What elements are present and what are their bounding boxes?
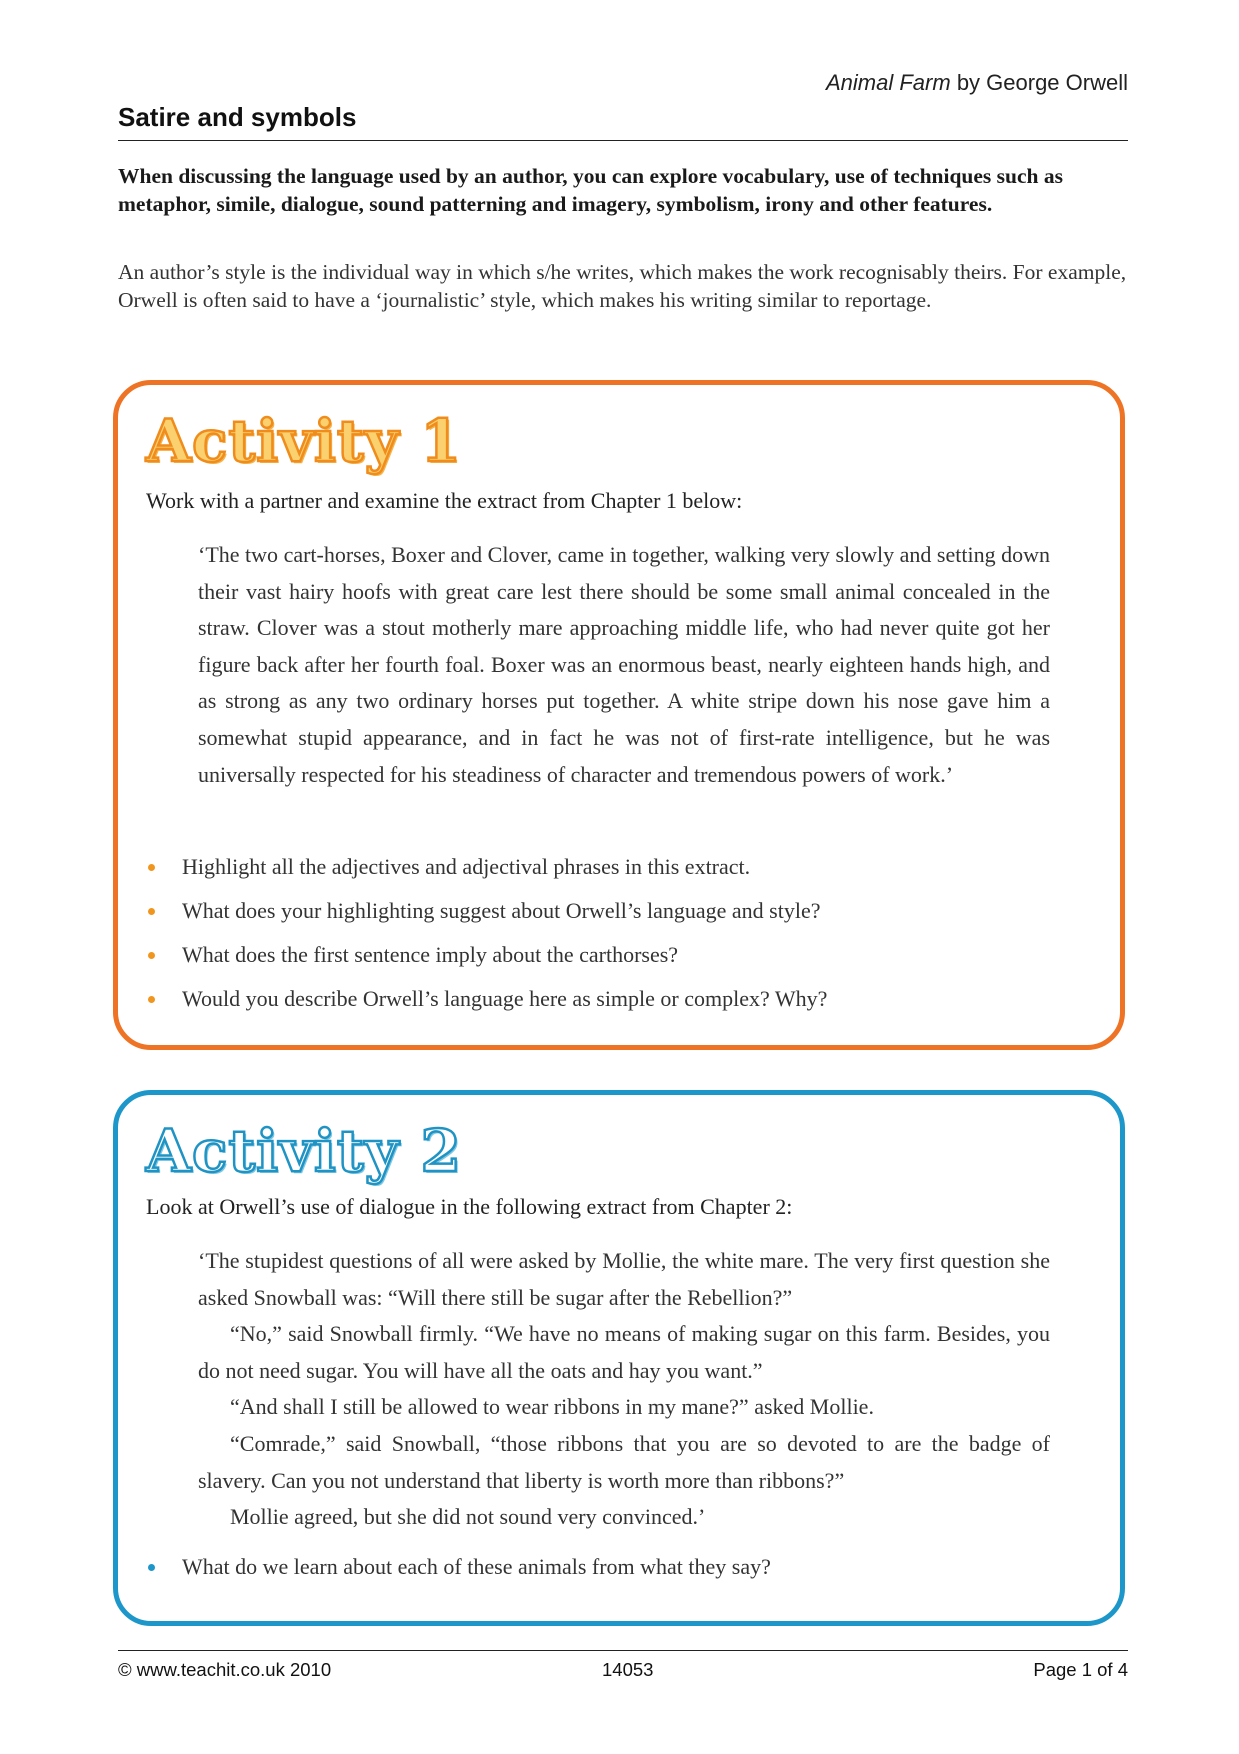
document-footer xyxy=(118,1650,1128,1691)
question-item xyxy=(146,985,827,1013)
intro-bold-paragraph: When discussing the language used by an author, you can explore vocabulary, use of techniques such as metaphor, simile, dialogue, sound patterning and imagery, symbolism, irony and other features. xyxy=(118,164,1063,216)
intro-paragraph: An author’s style is the individual way in which s/he writes, which makes the work recognisably theirs. For example, Orwell is often said to have a ‘journalistic’ style, which makes his writing similar to reportage. xyxy=(118,260,1127,312)
activity-1-extract xyxy=(198,537,1050,793)
question-text: What do we learn about each of these animals from what they say? xyxy=(182,1554,771,1579)
activity-2-box xyxy=(113,1090,1125,1626)
activity-1-questions xyxy=(146,853,827,1029)
document-header xyxy=(118,70,1128,141)
activity-2-heading: Activity 2 xyxy=(146,1117,462,1185)
extract-paragraph: “And shall I still be allowed to wear ribbons in my mane?” asked Mollie. xyxy=(230,1394,874,1420)
bullet-icon xyxy=(148,864,155,871)
book-title: Animal Farm xyxy=(826,70,951,95)
copyright-text: © www.teachit.co.uk 2010 xyxy=(118,1659,332,1680)
activity-2-questions xyxy=(146,1553,771,1597)
question-item xyxy=(146,853,827,881)
book-reference xyxy=(826,70,1128,96)
extract-paragraph: ‘The two cart-horses, Boxer and Clover, came in together, walking very slowly and setting down their vast hairy hoofs with great care lest there should be some small animal concealed in the straw. Clover was a stout motherly mare approaching middle life, who had never quite got her figure back after her fourth foal. Boxer was an enormous beast, nearly eighteen hands high, and as strong as any two ordinary horses put together. A white stripe down his nose gave him a somewhat stupid appearance, and in fact he was not of first-rate intelligence, but he was universally respected for his steadiness of character and tremendous powers of work.’ xyxy=(198,542,1050,787)
resource-code: 14053 xyxy=(602,1659,654,1680)
extract-paragraph: “No,” said Snowball firmly. “We have no means of making sugar on this farm. Besides, you do not need sugar. You will have all the oats and hay you want.” xyxy=(198,1321,1050,1383)
bullet-icon xyxy=(148,908,155,915)
bullet-icon xyxy=(148,952,155,959)
question-item xyxy=(146,897,827,925)
activity-1-instruction: Work with a partner and examine the extract from Chapter 1 below: xyxy=(146,488,743,513)
extract-paragraph: ‘The stupidest questions of all were asked by Mollie, the white mare. The very first question she asked Snowball was: “Will there still be sugar after the Rebellion?” xyxy=(198,1248,1050,1310)
question-text: What does the first sentence imply about the carthorses? xyxy=(182,942,679,967)
bullet-icon xyxy=(148,996,155,1003)
question-item xyxy=(146,941,827,969)
extract-paragraph: “Comrade,” said Snowball, “those ribbons that you are so devoted to are the badge of slavery. Can you not understand that liberty is worth more than ribbons?” xyxy=(198,1430,1050,1493)
activity-2-extract xyxy=(198,1243,1050,1536)
activity-2-instruction: Look at Orwell’s use of dialogue in the following extract from Chapter 2: xyxy=(146,1194,793,1219)
book-author: by George Orwell xyxy=(956,70,1128,95)
question-text: Would you describe Orwell’s language here as simple or complex? Why? xyxy=(182,986,828,1011)
page-number: Page 1 of 4 xyxy=(1033,1659,1128,1680)
question-text: Highlight all the adjectives and adjectival phrases in this extract. xyxy=(182,854,751,879)
question-item xyxy=(146,1553,771,1581)
activity-1-box xyxy=(113,380,1125,1050)
activity-1-heading: Activity 1 xyxy=(146,407,462,475)
question-text: What does your highlighting suggest about Orwell’s language and style? xyxy=(182,898,821,923)
bullet-icon xyxy=(148,1564,155,1571)
page-title: Satire and symbols xyxy=(118,102,357,132)
extract-paragraph: Mollie agreed, but she did not sound very convinced.’ xyxy=(230,1504,706,1530)
